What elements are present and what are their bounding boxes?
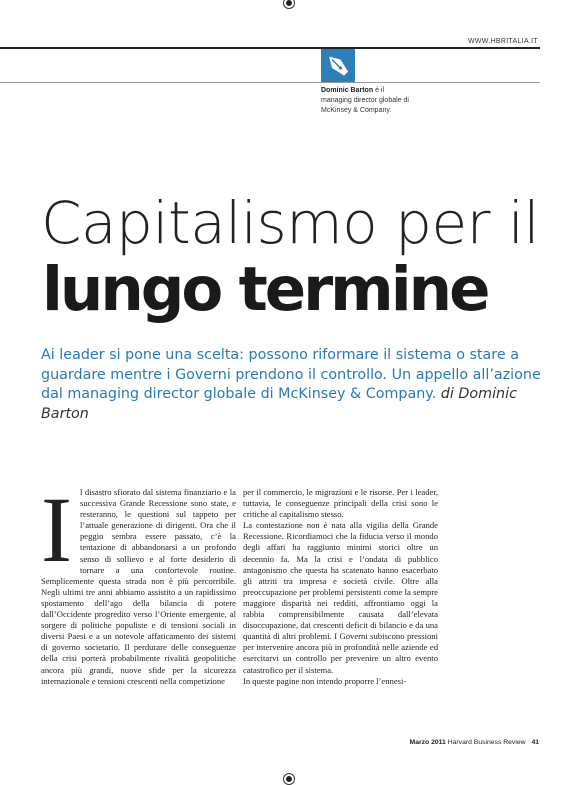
article-title-line1: Capitalismo per il xyxy=(41,189,540,257)
footer-date: Marzo 2011 xyxy=(409,739,446,746)
footer-publication: Harvard Business Review xyxy=(447,739,526,746)
registration-mark-top xyxy=(283,0,295,9)
page-footer xyxy=(410,739,539,746)
author-bio xyxy=(321,86,416,116)
deck-text: Ai leader si pone una scelta: possono riformare il sistema o stare a guardare mentre i Governi prendono il controllo. Un appello all’azione dal managing director globale di McKinsey & Company. xyxy=(41,347,541,402)
registration-mark-bottom xyxy=(283,773,295,785)
header-rule xyxy=(0,47,540,49)
article-deck xyxy=(41,346,541,424)
site-url: WWW.HBRITALIA.IT xyxy=(467,38,538,45)
author-bio-text: è il managing director globale di McKinsey & Company. xyxy=(321,87,409,114)
drop-cap: I xyxy=(41,479,72,582)
article-title-line2: lungo termine xyxy=(42,254,488,325)
body-paragraph: per il commercio, le migrazioni e le risorse. Per i leader, tuttavia, le conseguenze principali della crisi sono le critiche al capitalismo stesso. xyxy=(243,487,438,520)
deck-byline: di Dominic Barton xyxy=(41,386,517,422)
body-column-left xyxy=(41,479,236,687)
body-column-right xyxy=(243,487,438,687)
body-paragraph: In queste pagine non intendo proporre l’ennesi- xyxy=(243,675,407,686)
body-paragraph: l disastro sfiorato dal sistema finanziario e la successiva Grande Recessione sono state, e resteranno, le questioni sul tappeto per l’attuale generazione di dirigenti. Ora che il peggio sembra essere passato, c’è la tentazione di abbandonarsi a un profondo senso di sollievo e al forte desiderio di tornare a una confortevole routine. Semplicemente questa strada non è più percorribile. Negli ultimi tre anni abbiamo assistito a un rapidissimo spostamento dell’ago della bilancia di potere dall’Occidente progredito verso l’Oriente emergente, al sorgere di politiche populiste e di tensioni sociali in diversi Paesi e a un notevole affaticamento dei sistemi di governo societario. Il perdurare delle conseguenze della crisi porterà probabilmente rivalità geopolitiche ancora più grandi, nuove sfide per la sicurezza internazionale e tensioni crescenti nella competizione xyxy=(41,487,236,686)
body-paragraph: La contestazione non è nata alla vigilia della Grande Recessione. Ricordiamoci che la fiducia verso il mondo degli affari ha raggiunto minimi storici oltre un decennio fa. Ma la crisi e l’ondata di pubblico antagonismo che questa ha scatenato hanno esacerbato gli attriti tra impresa e società civile. Oltre alla preoccupazione per problemi persistenti come la sempre maggiore disparità nei redditi, affrontiamo oggi la rabbia comprensibilmente causata dall’elevata disoccupazione, dai crescenti deficit di bilancio e da una quantità di altri problemi. I Governi subiscono pressioni per intervenire ancora più in profondità nelle aziende ed esercitarvi un controllo per prevenire un altro evento catastrofico per il sistema. xyxy=(243,520,438,675)
author-name: Dominic Barton xyxy=(321,87,374,94)
page-number: 41 xyxy=(531,739,539,746)
author-rule xyxy=(0,82,540,83)
fountain-pen-icon xyxy=(321,49,355,82)
